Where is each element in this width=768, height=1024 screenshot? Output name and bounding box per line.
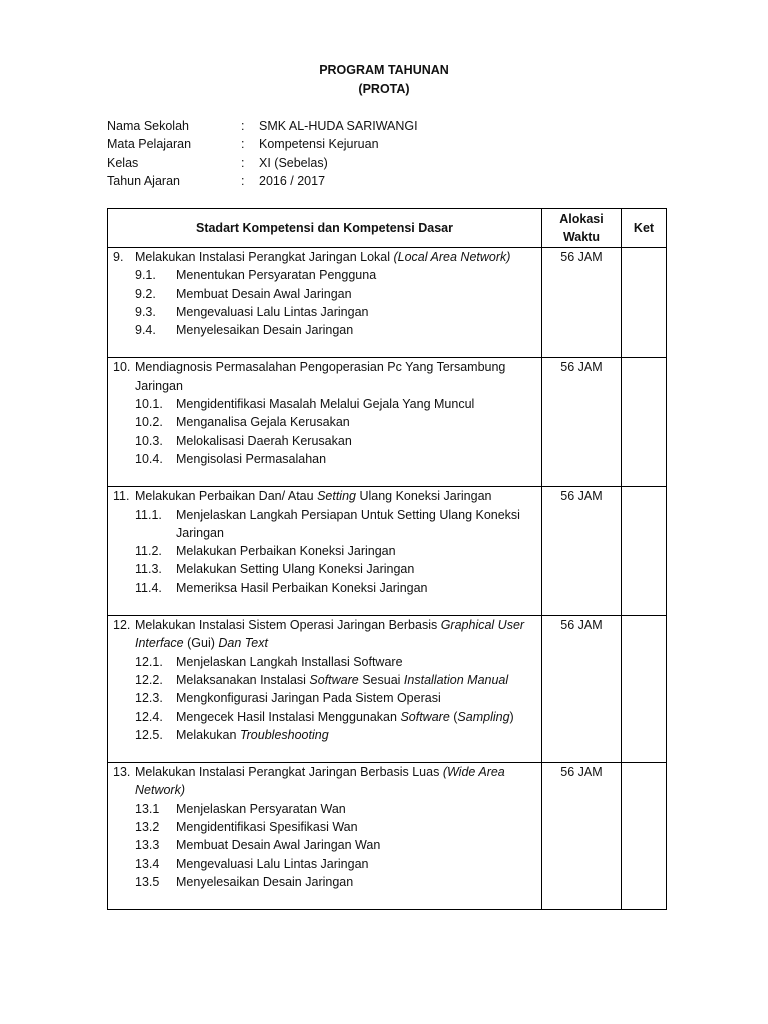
basic-competency-text <box>176 432 537 450</box>
competency-cell <box>108 248 542 358</box>
info-value: Kompetensi Kejuruan <box>259 137 379 152</box>
basic-competency-text-part: Mengidentifikasi Spesifikasi Wan <box>176 820 358 835</box>
basic-competency-text <box>176 506 537 543</box>
basic-competency-text-part: Menganalisa Gejala Kerusakan <box>176 415 350 430</box>
note-cell <box>622 616 667 763</box>
basic-competency <box>113 266 537 284</box>
basic-competency <box>113 303 537 321</box>
header-note: Ket <box>622 209 667 248</box>
basic-competency <box>113 708 537 726</box>
note-cell <box>622 763 667 910</box>
time-allocation-cell: 56 JAM <box>542 616 622 763</box>
info-colon: : <box>241 119 245 133</box>
basic-competency <box>113 413 537 431</box>
basic-competency-number: 11.4. <box>135 580 162 595</box>
info-colon: : <box>241 173 245 188</box>
basic-competency <box>113 560 537 578</box>
basic-competency-text-part: ( <box>449 709 458 724</box>
basic-competency-text-part: Mengecek Hasil Instalasi Menggunakan <box>176 709 401 724</box>
basic-competency-text-part: Troubleshooting <box>239 727 329 742</box>
info-label: Mata Pelajaran <box>107 137 192 152</box>
basic-competency-text-part: ) <box>509 709 514 724</box>
basic-competency <box>113 726 537 744</box>
basic-competency-text-part: Menjelaskan Persyaratan Wan <box>176 801 346 816</box>
info-row-school <box>107 117 418 135</box>
competency-standard <box>113 616 537 653</box>
basic-competency-text-part: Membuat Desain Awal Jaringan <box>176 286 352 301</box>
basic-competency-number: 13.4 <box>135 856 160 871</box>
header-time <box>542 209 622 248</box>
competency-title-part: (Gui) <box>183 636 219 651</box>
competency-title-part: Graphical User Interface <box>135 618 525 651</box>
competency-title <box>135 248 537 266</box>
basic-competency-text-part: Mengevaluasi Lalu Lintas Jaringan <box>176 856 369 871</box>
basic-competency <box>113 855 537 873</box>
prota-table <box>107 208 667 910</box>
competency-standard <box>113 248 537 266</box>
basic-competency <box>113 450 537 468</box>
basic-competency-text-part: Mengisolasi Permasalahan <box>176 451 327 466</box>
basic-competency-text-part: Mengevaluasi Lalu Lintas Jaringan <box>176 304 369 319</box>
basic-competency-number: 13.3 <box>135 838 160 853</box>
basic-competency-text-part: Sampling <box>457 709 510 724</box>
basic-competency-text-part: Mengidentifikasi Masalah Melalui Gejala Yang Muncul <box>176 397 475 412</box>
competency-title-part: Dan Text <box>218 636 268 651</box>
competency-title-part: Melakukan Instalasi Perangkat Jaringan Lokal <box>135 250 394 264</box>
basic-competency <box>113 395 537 413</box>
competency-title <box>135 358 537 395</box>
note-cell <box>622 358 667 487</box>
competency-number: 9. <box>113 250 124 264</box>
basic-competency-text <box>176 285 537 303</box>
basic-competency <box>113 836 537 854</box>
basic-competency-text <box>176 413 537 431</box>
basic-competency-text <box>176 321 537 339</box>
table-body <box>108 248 667 910</box>
competency-title-part: (Wide Area Network) <box>135 765 505 798</box>
basic-competency <box>113 653 537 671</box>
basic-competency-number: 9.3. <box>135 304 156 319</box>
time-allocation-cell: 56 JAM <box>542 763 622 910</box>
basic-competency-number: 11.1. <box>135 507 162 522</box>
info-row-subject <box>107 135 418 153</box>
competency-title-part: Melakukan Perbaikan Dan/ Atau <box>135 489 318 504</box>
basic-competency-text-part: Melokalisasi Daerah Kerusakan <box>176 433 352 448</box>
basic-competency <box>113 321 537 339</box>
header-time-line-2: Waktu <box>562 230 601 244</box>
basic-competency-text <box>176 653 537 671</box>
basic-competency-text-part: Memeriksa Hasil Perbaikan Koneksi Jaringan <box>176 580 428 595</box>
basic-competency-number: 12.3. <box>135 691 163 706</box>
basic-competency-number: 11.2. <box>135 544 162 559</box>
info-value: 2016 / 2017 <box>259 173 326 188</box>
basic-competency-text-part: Menyelesaikan Desain Jaringan <box>176 874 354 889</box>
competency-title-part: Melakukan Instalasi Sistem Operasi Jaringan Berbasis <box>135 618 441 633</box>
competency-title-part: Mendiagnosis Permasalahan Pengoperasian Pc Yang Tersambung Jaringan <box>135 360 506 393</box>
basic-competency-text-part: Melakukan <box>176 727 240 742</box>
info-row-year <box>107 172 418 190</box>
competency-title-part: Melakukan Instalasi Perangkat Jaringan Berbasis Luas <box>135 765 443 780</box>
header-time-line-1: Alokasi <box>559 212 604 226</box>
competency-title-part: Ulang Koneksi Jaringan <box>355 489 492 504</box>
info-value: SMK AL-HUDA SARIWANGI <box>259 119 418 133</box>
info-label: Nama Sekolah <box>107 119 189 133</box>
basic-competency-text <box>176 800 537 818</box>
document-title: PROGRAM TAHUNAN <box>319 63 449 77</box>
basic-competency <box>113 873 537 891</box>
basic-competency-text-part: Mengkonfigurasi Jaringan Pada Sistem Operasi <box>176 691 441 706</box>
basic-competency-number: 9.4. <box>135 323 156 338</box>
competency-title-part: Setting <box>317 489 356 504</box>
competency-number: 11. <box>113 489 130 504</box>
competency-number: 12. <box>113 618 131 633</box>
competency-cell <box>108 487 542 616</box>
note-cell <box>622 248 667 358</box>
basic-competency-number: 12.1. <box>135 654 163 669</box>
basic-competency-text <box>176 726 537 744</box>
info-label: Tahun Ajaran <box>107 173 180 188</box>
basic-competency <box>113 818 537 836</box>
info-colon: : <box>241 137 245 152</box>
basic-competency-text <box>176 671 537 689</box>
competency-title <box>135 487 537 505</box>
basic-competency-text <box>176 560 537 578</box>
info-colon: : <box>241 155 245 170</box>
basic-competency-text-part: Menjelaskan Langkah Persiapan Untuk Setting Ulang Koneksi Jaringan <box>176 507 520 540</box>
basic-competency-text-part: Sesuai <box>358 672 404 687</box>
info-row-class <box>107 154 418 172</box>
competency-standard <box>113 358 537 395</box>
basic-competency-text-part: Installation Manual <box>403 672 509 687</box>
competency-cell <box>108 358 542 487</box>
competency-cell <box>108 616 542 763</box>
basic-competency <box>113 671 537 689</box>
basic-competency-number: 10.2. <box>135 415 163 430</box>
time-allocation-cell: 56 JAM <box>542 248 622 358</box>
competency-number: 13. <box>113 765 131 780</box>
basic-competency-text-part: Melaksanakan Instalasi <box>176 672 310 687</box>
time-allocation-cell: 56 JAM <box>542 358 622 487</box>
basic-competency-number: 12.2. <box>135 672 163 687</box>
basic-competency-number: 9.2. <box>135 286 156 301</box>
note-cell <box>622 487 667 616</box>
basic-competency-text-part: Software <box>309 672 359 687</box>
basic-competency-text <box>176 818 537 836</box>
basic-competency-text-part: Menentukan Persyaratan Pengguna <box>176 268 377 283</box>
competency-number: 10. <box>113 360 131 375</box>
basic-competency-text-part: Menjelaskan Langkah Installasi Software <box>176 654 403 669</box>
basic-competency-number: 10.3. <box>135 433 163 448</box>
document-subtitle: (PROTA) <box>358 82 410 96</box>
table-header-row <box>108 209 667 248</box>
basic-competency-text <box>176 836 537 854</box>
basic-competency-number: 13.5 <box>135 874 160 889</box>
basic-competency-number: 13.2 <box>135 820 160 835</box>
basic-competency-text <box>176 873 537 891</box>
basic-competency-text <box>176 855 537 873</box>
basic-competency-text-part: Melakukan Setting Ulang Koneksi Jaringan <box>176 562 415 577</box>
basic-competency-text <box>176 395 537 413</box>
table-row <box>108 248 667 358</box>
info-value: XI (Sebelas) <box>259 155 328 170</box>
basic-competency-text <box>176 303 537 321</box>
table-row <box>108 763 667 910</box>
basic-competency-text-part: Melakukan Perbaikan Koneksi Jaringan <box>176 544 396 559</box>
basic-competency-text <box>176 542 537 560</box>
school-info <box>107 117 418 190</box>
competency-title <box>135 616 537 653</box>
basic-competency-text <box>176 450 537 468</box>
basic-competency <box>113 432 537 450</box>
basic-competency <box>113 542 537 560</box>
basic-competency-number: 12.5. <box>135 727 163 742</box>
basic-competency <box>113 800 537 818</box>
time-allocation-cell: 56 JAM <box>542 487 622 616</box>
basic-competency-text <box>176 689 537 707</box>
table-row <box>108 358 667 487</box>
competency-title <box>135 763 537 800</box>
basic-competency <box>113 579 537 597</box>
competency-standard <box>113 763 537 800</box>
basic-competency-text <box>176 708 537 726</box>
basic-competency-text <box>176 579 537 597</box>
basic-competency <box>113 285 537 303</box>
competency-title-part: (Local Area Network) <box>393 250 511 264</box>
table-row <box>108 616 667 763</box>
header-competency: Stadart Kompetensi dan Kompetensi Dasar <box>108 209 542 248</box>
table-row <box>108 487 667 616</box>
competency-standard <box>113 487 537 505</box>
competency-cell <box>108 763 542 910</box>
basic-competency-number: 10.4. <box>135 451 163 466</box>
basic-competency-number: 9.1. <box>135 268 156 283</box>
basic-competency-number: 11.3. <box>135 562 162 577</box>
basic-competency-number: 13.1 <box>135 801 160 816</box>
basic-competency-number: 12.4. <box>135 709 163 724</box>
basic-competency <box>113 506 537 543</box>
info-label: Kelas <box>107 155 139 170</box>
basic-competency-text <box>176 266 537 284</box>
basic-competency-text-part: Software <box>400 709 450 724</box>
basic-competency-text-part: Menyelesaikan Desain Jaringan <box>176 323 354 338</box>
basic-competency-text-part: Membuat Desain Awal Jaringan Wan <box>176 838 381 853</box>
basic-competency <box>113 689 537 707</box>
basic-competency-number: 10.1. <box>135 397 163 412</box>
